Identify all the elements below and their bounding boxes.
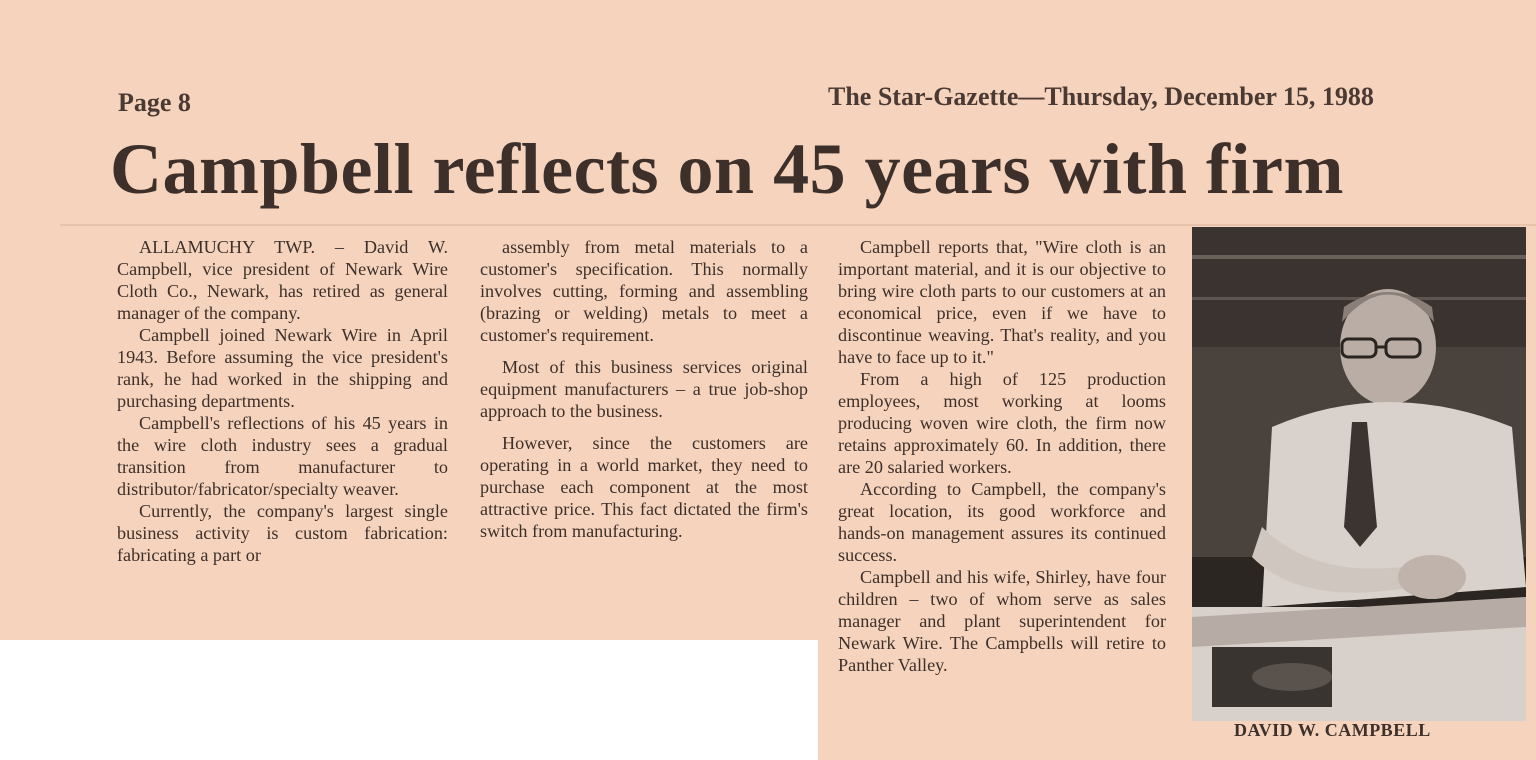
paragraph: Campbell and his wife, Shirley, have four children – two of whom serve as sales manager and plant superintendent for Newark Wire. The Campbells will retire to Panther Valley. — [838, 567, 1166, 675]
divider-rule — [60, 224, 1536, 226]
paragraph: assembly from metal materials to a customer's specification. This normally involves cutting, forming and assembling (brazing or welding) metals to meet a customer's requirement. — [480, 237, 808, 345]
paragraph: Campbell joined Newark Wire in April 1943. Before assuming the vice president's rank, he had worked in the shipping and purchasing departments. — [117, 325, 448, 411]
headline: Campbell reflects on 45 years with firm — [110, 129, 1344, 209]
article-column-3 — [838, 236, 1166, 676]
paragraph: Currently, the company's largest single business activity is custom fabrication: fabricating a part or — [117, 501, 448, 565]
photo-caption: DAVID W. CAMPBELL — [1234, 720, 1431, 740]
paragraph: Campbell's reflections of his 45 years in the wire cloth industry sees a gradual transition from manufacturer to distributor/fabricator/specialty weaver. — [117, 413, 448, 499]
paragraph: Campbell reports that, "Wire cloth is an important material, and it is our objective to bring wire cloth parts to our customers at an economical price, even if we have to discontinue weaving. That's reality, and you have to face up to it." — [838, 237, 1166, 367]
paragraph: Most of this business services original equipment manufacturers – a true job-shop approach to the business. — [480, 357, 808, 421]
page-number: Page 8 — [118, 88, 191, 117]
article-column-2 — [480, 236, 808, 542]
paragraph: From a high of 125 production employees, most working at looms producing woven wire cloth, the firm now retains approximately 60. In addition, there are 20 salaried workers. — [838, 369, 1166, 477]
paragraph: According to Campbell, the company's great location, its good workforce and hands-on management assures its continued success. — [838, 479, 1166, 565]
masthead: The Star-Gazette—Thursday, December 15, 1988 — [828, 82, 1374, 111]
paragraph: ALLAMUCHY TWP. – David W. Campbell, vice president of Newark Wire Cloth Co., Newark, has retired as general manager of the company. — [117, 237, 448, 323]
portrait-illustration — [1192, 227, 1526, 721]
paragraph: However, since the customers are operating in a world market, they need to purchase each component at the most attractive price. This fact dictated the firm's switch from manufacturing. — [480, 433, 808, 541]
portrait-photo — [1192, 227, 1526, 721]
article-column-1 — [117, 236, 448, 566]
